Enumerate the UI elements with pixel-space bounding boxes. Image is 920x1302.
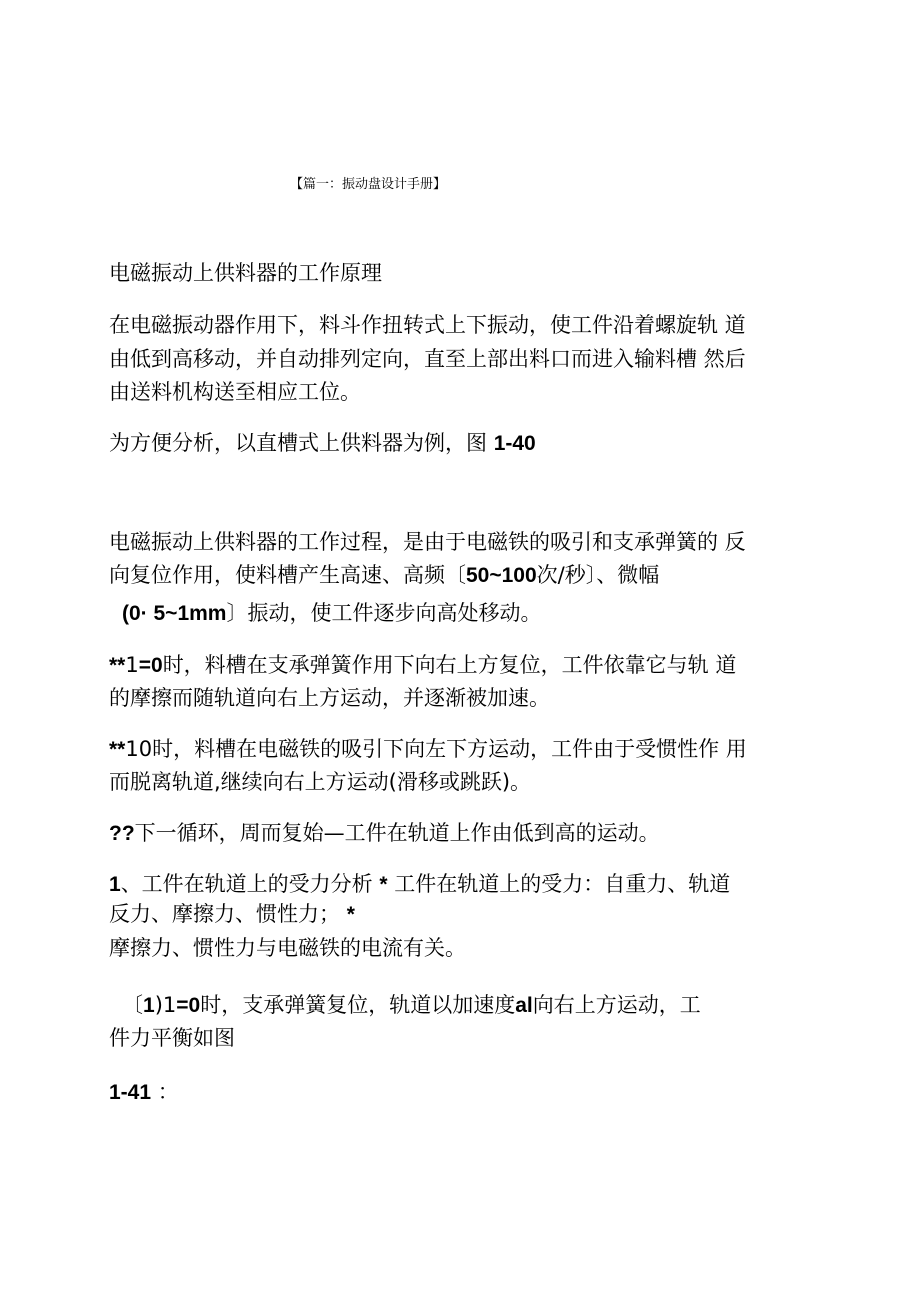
text-run-bold: * (346, 903, 355, 926)
paragraph-line (109, 869, 730, 900)
text-run: 反力、摩擦力、惯性力； (109, 902, 347, 926)
text-run-bold: * (379, 873, 388, 896)
text-run-bold: al (515, 994, 533, 1017)
section-heading: 电磁振动上供料器的工作原理 (109, 261, 382, 285)
text-run-bold: ?? (109, 822, 135, 845)
text-run: 向右上方运动，工 (532, 993, 701, 1017)
paragraph-line: 在电磁振动器作用下，料斗作扭转式上下振动，使工件沿着螺旋轨 道 (109, 313, 746, 337)
text-run-bold: ** (109, 654, 126, 677)
text-run: 〕振动，使工件逐步向高处移动。 (226, 601, 542, 625)
paragraph-line (109, 1077, 179, 1108)
text-run: 时，支承弹簧复位，轨道以加速度 (200, 993, 516, 1017)
paragraph-line (109, 899, 355, 930)
text-run: 次/秒〕、微幅 (536, 563, 660, 587)
text-run: 工件在轨道上的受力：自重力、轨道 (387, 872, 731, 896)
text-run: 下一循环，周而复始—工件在轨道上作由低到高的运动。 (134, 821, 660, 845)
paragraph-line (109, 818, 660, 849)
paragraph-line (122, 990, 701, 1021)
text-run-bold: =0 (176, 994, 201, 1017)
text-run: 时，料槽在支承弹簧作用下向右上方复位，工件依靠它与轨 道 (162, 653, 737, 677)
paragraph-line: 由送料机构送至相应工位。 (109, 380, 361, 404)
figure-reference: 1-41 (109, 1081, 152, 1104)
text-run: 〔 (122, 993, 143, 1017)
text-run-bold: =0 (138, 654, 163, 677)
text-run: ： (151, 1080, 179, 1104)
paragraph-line: 而脱离轨道,继续向右上方运动(滑移或跳跃)。 (109, 770, 532, 794)
figure-reference: 1-40 (493, 432, 536, 455)
paragraph-line (109, 560, 659, 591)
text-run-bold: 1 (143, 994, 155, 1017)
text-run: 、工件在轨道上的受力分析 (120, 872, 380, 896)
text-run: 1 (125, 653, 139, 677)
text-run: )1 (154, 993, 177, 1017)
text-run: 10时，料槽在电磁铁的吸引下向左下方运动，工件由于受惯性作 用 (125, 737, 747, 761)
paragraph-line: 由低到高移动，并自动排列定向，直至上部出料口而进入输料槽 然后 (109, 347, 746, 371)
paragraph-line (109, 734, 747, 765)
paragraph-line: 的摩擦而随轨道向右上方运动，并逐渐被加速。 (109, 686, 550, 710)
paragraph-line (109, 428, 536, 459)
text-run: 为方便分析，以直槽式上供料器为例，图 (109, 431, 494, 455)
paragraph-line: 件力平衡如图 (109, 1026, 235, 1050)
text-run-bold: (0· 5~1mm (122, 602, 227, 625)
text-run-bold: 50~100 (466, 564, 537, 587)
text-run-bold: ** (109, 738, 126, 761)
paragraph-line (122, 598, 541, 629)
paragraph-line: 摩擦力、惯性力与电磁铁的电流有关。 (109, 936, 466, 960)
text-run: 向复位作用，使料槽产生高速、高频〔 (109, 563, 466, 587)
text-run-bold: 1 (109, 873, 121, 896)
paragraph-line (109, 650, 736, 681)
document-header: 【篇一：振动盘设计手册】 (290, 177, 447, 192)
paragraph-line: 电磁振动上供料器的工作过程，是由于电磁铁的吸引和支承弹簧的 反 (109, 530, 746, 554)
